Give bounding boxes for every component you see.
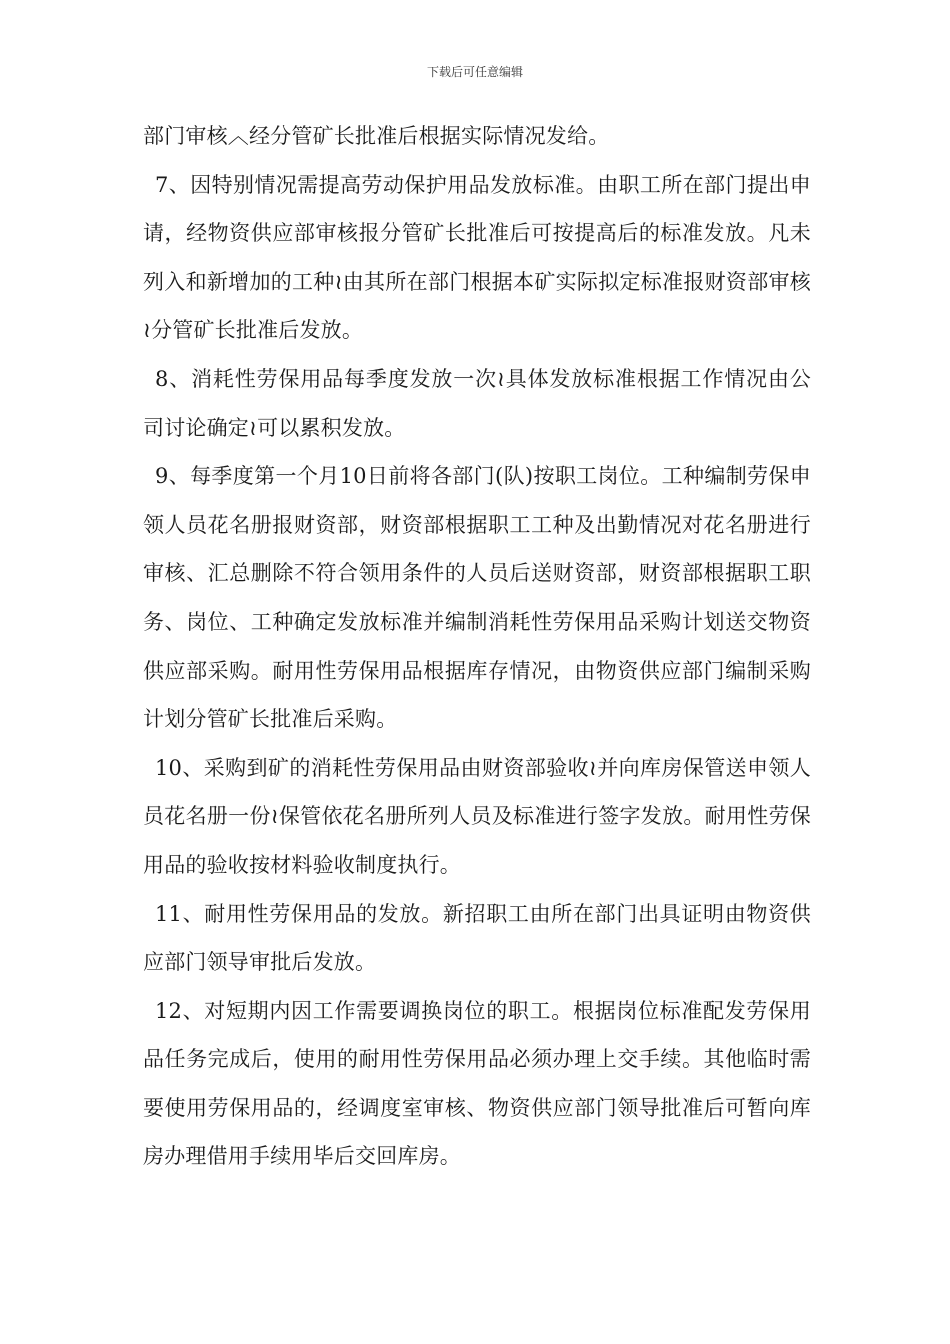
paragraph-item-11: 11、耐用性劳保用品的发放。新招职工由所在部门出具证明由物资供应部门领导审批后发放。 (143, 901, 811, 975)
paragraph-item-9: 9、每季度第一个月10日前将各部门(队)按职工岗位。工种编制劳保申领人员花名册报财资部，财资部根据职工工种及出勤情况对花名册进行审核、汇总删除不符合领用条件的人员后送财资部，财资部根据职工职务、岗位、工种确定发放标准并编制消耗性劳保用品采购计划送交物资供应部采购。耐用性劳保用品根据库存情况，由物资供应部门编制采购计划分管矿长批准后采购。 (143, 464, 811, 732)
paragraph-item-7: 7、因特别情况需提高劳动保护用品发放标准。由职工所在部门提出申请，经物资供应部审核报分管矿长批准后可按提高后的标准发放。凡未列入和新增加的工种≀由其所在部门根据本矿实际拟定标准报财资部审核≀分管矿长批准后发放。 (143, 172, 811, 343)
paragraph-item-12: 12、对短期内因工作需要调换岗位的职工。根据岗位标准配发劳保用品任务完成后，使用的耐用性劳保用品必须办理上交手续。其他临时需要使用劳保用品的，经调度室审核、物资供应部门领导批准后可暂向库房办理借用手续用毕后交回库房。 (143, 998, 811, 1169)
page-header: 下载后可任意编辑 (426, 65, 523, 79)
paragraph-continuation: 部门审核︿经分管矿长批准后根据实际情况发给。 (143, 124, 610, 148)
paragraph-item-10: 10、采购到矿的消耗性劳保用品由财资部验收≀并向库房保管送申领人员花名册一份≀保管依花名册所列人员及标准进行签字发放。耐用性劳保用品的验收按材料验收制度执行。 (143, 755, 811, 877)
document-body (143, 112, 811, 1181)
paragraph-item-8: 8、消耗性劳保用品每季度发放一次≀具体发放标准根据工作情况由公司讨论确定≀可以累积发放。 (143, 366, 811, 440)
